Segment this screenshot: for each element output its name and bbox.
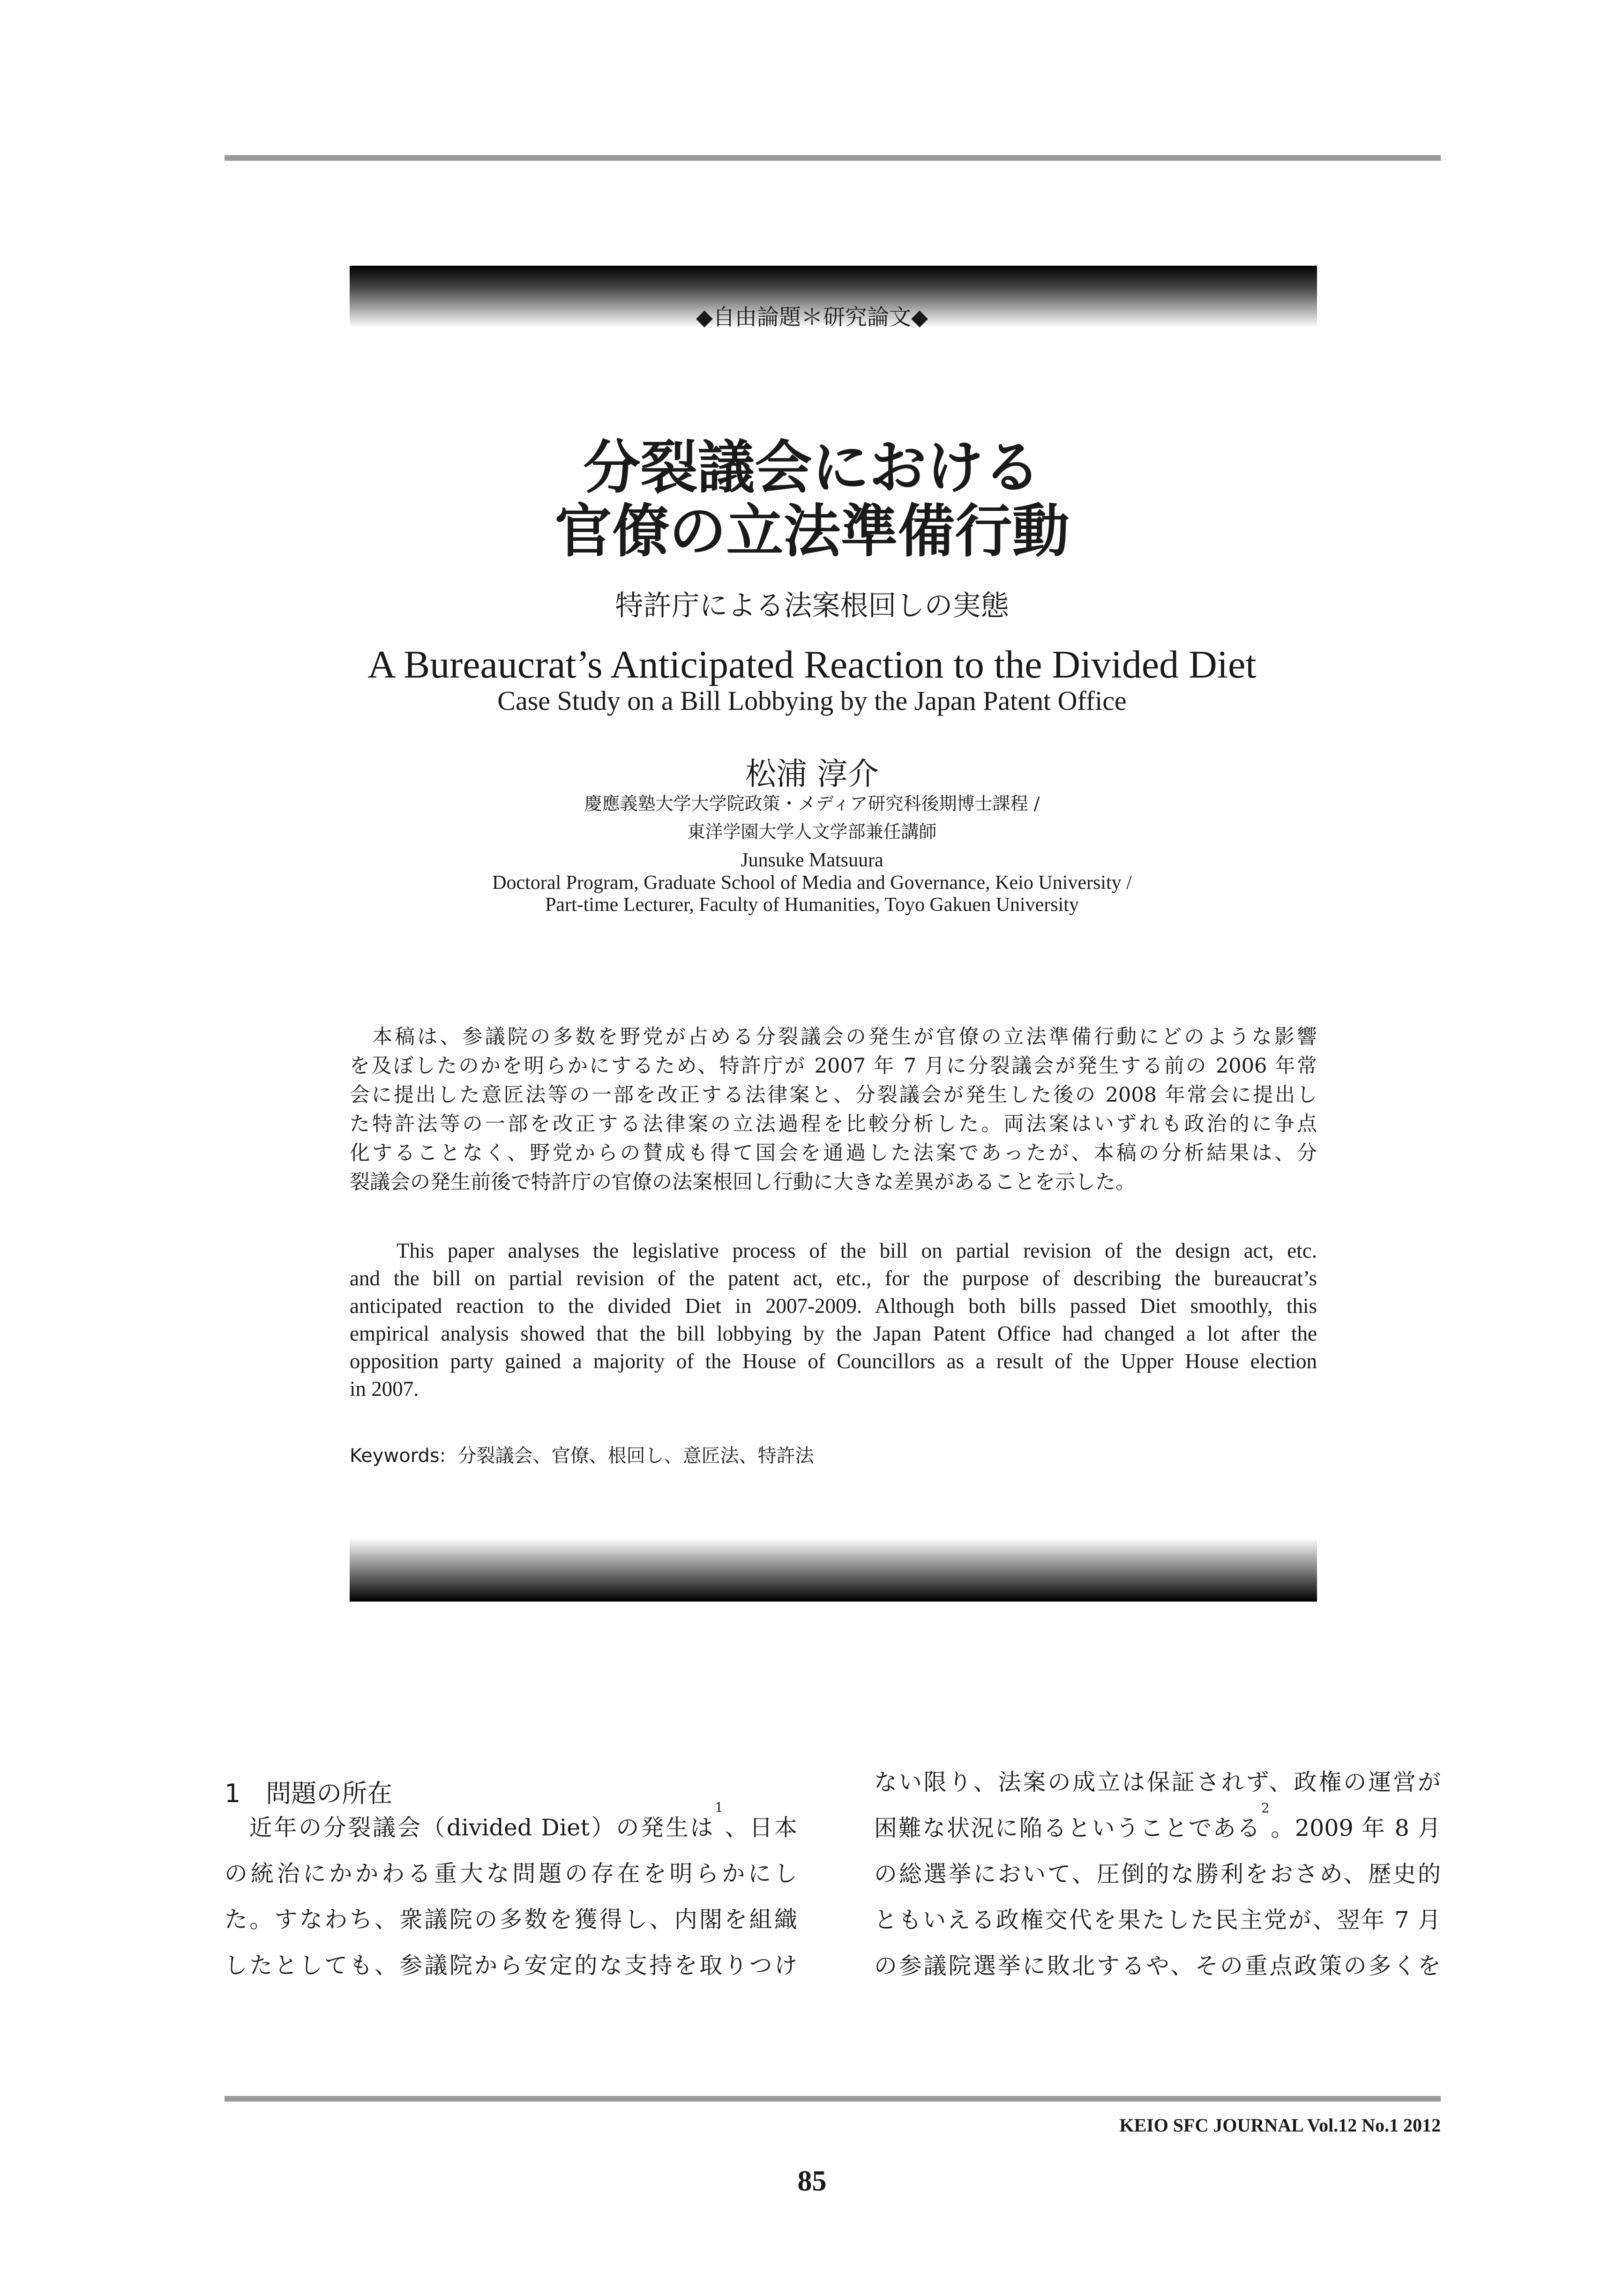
abstract-en-line: and the bill on partial revision of the patent act, etc., for the purpose of describing the bureaucrat’s (350, 1267, 1317, 1290)
abstract-jp-line: 会に提出した意匠法等の一部を改正する法律案と、分裂議会が発生した後の 2008 年常会に提出し (350, 1083, 1317, 1107)
body-column-left (225, 1800, 797, 1989)
abstract-en-line: empirical analysis showed that the bill lobbying by the Japan Patent Office had changed a lot after the (350, 1322, 1317, 1345)
abstract-en-line: in 2007. (350, 1377, 419, 1401)
abstract-en (350, 1237, 1317, 1403)
body-line: の参議院選挙に敗北するや、その重点政策の多くを (874, 1953, 1441, 1979)
body-line: したとしても、参議院から安定的な支持を取りつけ (225, 1952, 797, 1979)
abstract-jp-line: 裂議会の発生前後で特許庁の官僚の法案根回し行動に大きな差異があることを示した。 (350, 1170, 1136, 1194)
page-number: 85 (797, 2165, 827, 2197)
body-line: 近年の分裂議会（divided Diet）の発生は$^1$、日本 (225, 1800, 797, 1841)
subtitle-jp: 特許庁による法案根回しの実態 (615, 589, 1009, 622)
title-en: A Bureaucrat’s Anticipated Reaction to the Divided Diet (367, 643, 1257, 686)
body-line: ともいえる政権交代を果たした民主党が、翌年 7 月 (874, 1907, 1441, 1933)
affiliation-en-1: Doctoral Program, Graduate School of Media and Governance, Keio University / (492, 872, 1132, 894)
abstract-jp-line: を及ぼしたのかを明らかにするため、特許庁が 2007 年 7 月に分裂議会が発生する前の 2006 年常 (350, 1054, 1317, 1078)
keywords (350, 1441, 814, 1468)
journal-name: KEIO SFC JOURNAL Vol.12 No.1 2012 (1119, 2115, 1441, 2136)
title-jp-line-1: 分裂議会における (583, 434, 1041, 501)
keywords-value: 分裂議会、官僚、根回し、意匠法、特許法 (457, 1445, 814, 1467)
abstract-en-line: anticipated reaction to the divided Diet in 2007-2009. Although both bills passed Diet smoothly, this (350, 1294, 1317, 1318)
subtitle-en: Case Study on a Bill Lobbying by the Japan Patent Office (497, 686, 1127, 716)
abstract-jp-line: た特許法等の一部を改正する法律案の立法過程を比較分析した。両法案はいずれも政治的に争点 (350, 1112, 1317, 1136)
affiliation-jp-1: 慶應義塾大学大学院政策・メディア研究科後期博士課程 / (584, 793, 1040, 814)
body-line: の総選挙において、圧倒的な勝利をおさめ、歴史的 (874, 1861, 1441, 1887)
footer-banner (350, 1538, 1317, 1602)
abstract-jp-line: 化することなく、野党からの賛成も得て国会を通過した法案であったが、本稿の分析結果は、分 (350, 1141, 1317, 1165)
top-rule (225, 155, 1441, 161)
keywords-label: Keywords: (350, 1445, 446, 1467)
abstract-en-line: opposition party gained a majority of the House of Councillors as a result of the Upper House election (350, 1349, 1317, 1373)
body-line: 困難な状況に陥るということである$^2$。2009 年 8 月 (874, 1800, 1441, 1841)
abstract-en-line: This paper analyses the legislative process of the bill on partial revision of the design act, etc. (397, 1239, 1317, 1262)
body-line: た。すなわち、衆議院の多数を獲得し、内閣を組織 (225, 1906, 797, 1933)
title-jp-line-2: 官僚の立法準備行動 (554, 498, 1070, 565)
author-name-en: Junsuke Matsuura (741, 850, 883, 871)
bottom-rule (225, 2096, 1441, 2102)
affiliation-jp-2: 東洋学園大学人文学部兼任講師 (687, 821, 937, 842)
body-line: ない限り、法案の成立は保証されず、政権の運営が (874, 1769, 1441, 1796)
affiliation-en-2: Part-time Lecturer, Faculty of Humanities, Toyo Gakuen University (545, 894, 1079, 916)
abstract-jp (350, 1022, 1317, 1197)
author-name-jp: 松浦 淳介 (745, 756, 879, 792)
footnote-ref[interactable]: 1 (715, 1800, 723, 1815)
abstract-jp-line: 本稿は、参議院の多数を野党が占める分裂議会の発生が官僚の立法準備行動にどのような影響 (350, 1025, 1317, 1049)
section-heading: 1 問題の所在 (225, 1779, 393, 1808)
body-column-right (874, 1759, 1441, 1989)
footnote-ref[interactable]: 2 (1261, 1800, 1270, 1816)
article-category: ◆自由論題＊研究論文◆ (696, 305, 928, 330)
body-line: の統治にかかわる重大な問題の存在を明らかにし (225, 1860, 797, 1887)
